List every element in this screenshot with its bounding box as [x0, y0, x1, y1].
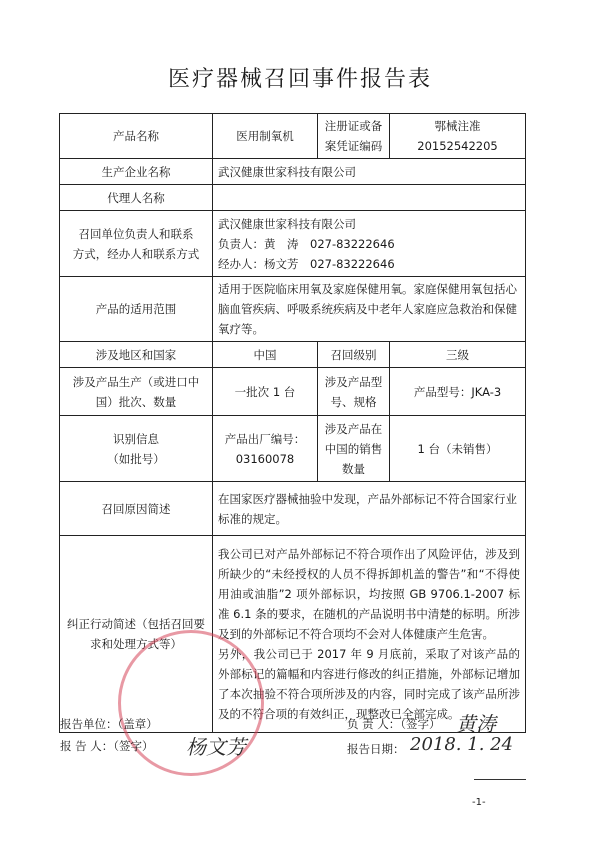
- row-batch: [60, 368, 526, 416]
- registration-value: 鄂械注准 20152542205: [390, 114, 526, 159]
- recall-level-value: 三级: [390, 342, 526, 368]
- contacts-label: [60, 211, 213, 277]
- report-date-value: 2018. 1. 24: [410, 734, 514, 755]
- batch-value: 一批次 1 台: [213, 368, 318, 416]
- row-agent: [60, 185, 526, 211]
- contacts-label-line: 召回单位负责人和联系: [78, 226, 194, 241]
- region-value: 中国: [213, 342, 318, 368]
- reason-value: 在国家医疗器械抽验中发现，产品外部标记不符合国家行业标准的规定。: [213, 482, 526, 536]
- page-title: 医疗器械召回事件报告表: [167, 67, 432, 92]
- row-contacts: [60, 211, 526, 277]
- row-identification: [60, 416, 526, 482]
- reporter-label: 报 告 人：（签字）: [60, 739, 154, 753]
- action-label: 纠正行动简述（包括召回要求和处理方式等）: [60, 536, 213, 733]
- manufacturer-value: 武汉健康世家科技有限公司: [213, 159, 526, 185]
- row-region: [60, 342, 526, 368]
- action-paragraph: 另外，我公司已于 2017 年 9 月底前，采取了对该产品的外部标记的篇幅和内容进行修改的纠正措施，外部标记增加了本次抽验不符合项所涉及的内容，同时完成了该产品所涉及的不符合项的有效纠正，现整改已全部完成。: [218, 647, 520, 721]
- reporter-signature: 杨文芳: [186, 735, 246, 759]
- row-scope: [60, 277, 526, 342]
- product-name-label: 产品名称: [60, 114, 213, 159]
- manufacturer-label: 生产企业名称: [60, 159, 213, 185]
- reason-label: 召回原因简述: [60, 482, 213, 536]
- row-manufacturer: [60, 159, 526, 185]
- model-value: 产品型号：JKA-3: [390, 368, 526, 416]
- product-name-value: 医用制氧机: [213, 114, 318, 159]
- scope-value: 适用于医院临床用氧及家庭保健用氧。家庭保健用氧包括心脑血管疾病、呼吸系统疾病及中老年人家庭应急救治和保健氧疗等。: [213, 277, 526, 342]
- identification-label-line: 识别信息: [113, 431, 159, 446]
- agent-label: 代理人名称: [60, 185, 213, 211]
- sales-value: 1 台（未销售）: [390, 416, 526, 482]
- scope-label: 产品的适用范围: [60, 277, 213, 342]
- registration-label-line: 案凭证编码: [324, 139, 383, 153]
- page-rule: [474, 779, 526, 780]
- registration-label-line: 注册证或备: [324, 119, 383, 133]
- reporting-unit-label: 报告单位：（盖章）: [60, 717, 158, 731]
- responsible-signature: 黄涛: [456, 712, 496, 736]
- identification-label-line: （如批号）: [107, 451, 165, 466]
- region-label: 涉及地区和国家: [60, 342, 213, 368]
- responsible-label: 负 责 人：（签字）: [347, 717, 441, 731]
- identification-label: [60, 416, 213, 482]
- contact-responsible: 负责人：黄 涛 027-83222646: [218, 236, 395, 251]
- model-label: 涉及产品型号、规格: [318, 368, 390, 416]
- serial-label: 产品出厂编号：: [224, 431, 306, 446]
- identification-value: [213, 416, 318, 482]
- recall-report-table: [59, 113, 526, 733]
- sales-label: 涉及产品在中国的销售数量: [318, 416, 390, 482]
- report-date-label: 报告日期：: [347, 742, 405, 756]
- page-number: -1-: [472, 797, 486, 808]
- contacts-value: [213, 211, 526, 277]
- registration-label: [318, 114, 390, 159]
- recall-level-label: 召回级别: [318, 342, 390, 368]
- serial-number: 03160078: [235, 451, 295, 466]
- row-product: [60, 114, 526, 159]
- action-paragraph: 我公司已对产品外部标记不符合项作出了风险评估，涉及到所缺少的“未经授权的人员不得拆卸机盖的警告”和“不得使用油或油脂”2 项外部标识，均按照 GB 9706.1-2007 标准 6.1 条的要求，在随机的产品说明书中清楚的标明。所涉及到的外部标记不符合项均不会对人体健康产生危害。: [218, 547, 520, 641]
- contact-company: 武汉健康世家科技有限公司: [218, 216, 356, 231]
- row-reason: [60, 482, 526, 536]
- contact-handler: 经办人：杨文芳 027-83222646: [218, 256, 395, 271]
- batch-label: 涉及产品生产（或进口中国）批次、数量: [60, 368, 213, 416]
- agent-value: [213, 185, 526, 211]
- contacts-label-line: 方式，经办人和联系方式: [72, 246, 200, 261]
